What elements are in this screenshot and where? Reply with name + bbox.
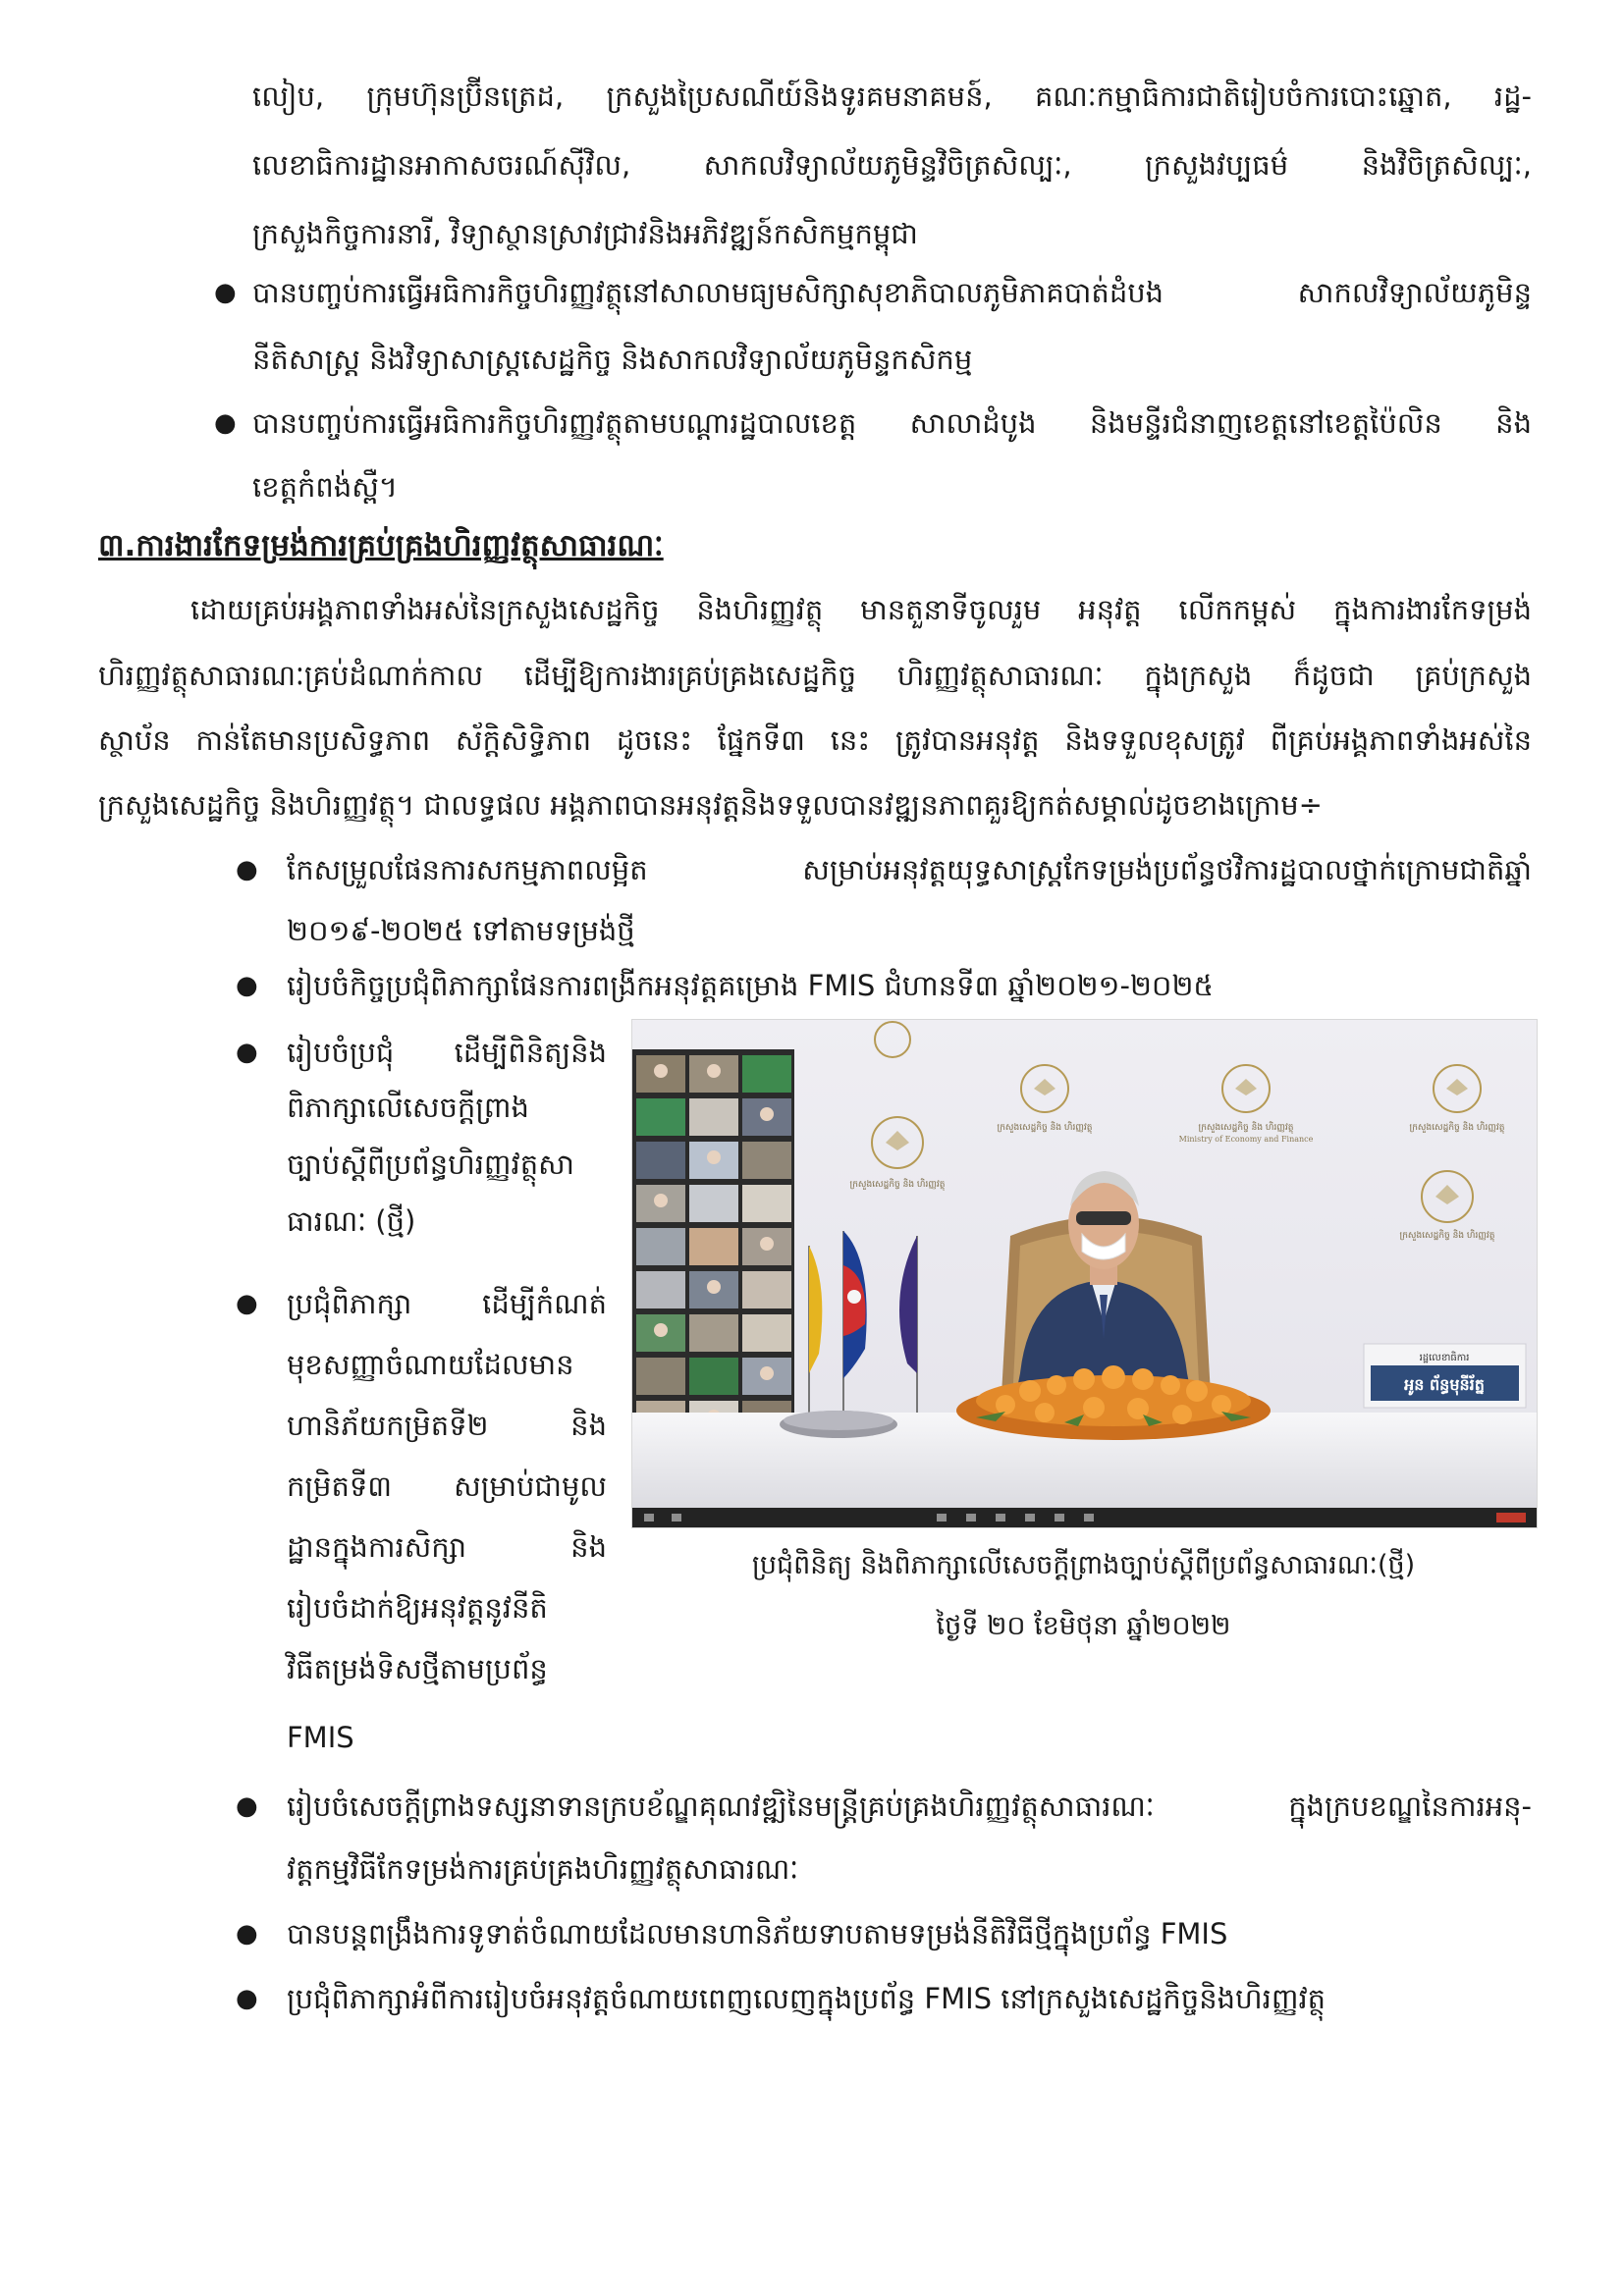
bullet-dot-icon: ●: [214, 408, 237, 438]
photo-caption: ប្រជុំពិនិត្យ និងពិភាក្សាលើសេចក្តីព្រាងច្បាប់ស្តីពីប្រព័ន្ធសាធារណៈ(ថ្មី): [751, 1550, 1416, 1580]
bullet-item-line: រៀបចំសេចក្តីព្រាងទស្សនាទានក្របខ័ណ្ឌគុណវឌ្ឍិនៃមន្ត្រីគ្រប់គ្រងហិរញ្ញវត្ថុសាធារណៈ ក្នុងក្របខណ្ឌនៃការអនុ-: [287, 1789, 1532, 1823]
bullet-item-line: កែសម្រួលផែនការសកម្មភាពលម្អិត សម្រាប់អនុវត្តយុទ្ធសាស្ត្រកែទម្រង់ប្រព័ន្ធថវិការដ្ឋបាលថ្នាក់ក្រោមជាតិឆ្នាំ: [287, 853, 1532, 886]
paragraph-line: លេខាធិការដ្ឋានអាកាសចរណ៍ស៊ីវិល, សាកលវិទ្យាល័យភូមិន្ទវិចិត្រសិល្បៈ, ក្រសួងវប្បធម៌ និងវិចិត្រសិល្បៈ,: [252, 148, 1532, 182]
bullet-item-line: កម្រិតទី៣ សម្រាប់ជាមូល: [287, 1469, 607, 1503]
backdrop-brand: ក្រសួងសេដ្ឋកិច្ច និង ហិរញ្ញវត្ថុ: [997, 1123, 1093, 1133]
bullet-item-line: ខេត្តកំពង់ស្ពឺ។: [252, 470, 398, 504]
backdrop-brand: ក្រសួងសេដ្ឋកិច្ច និង ហិរញ្ញវត្ថុ: [849, 1180, 946, 1190]
bullet-item-line: ច្បាប់ស្តីពីប្រព័ន្ធហិរញ្ញវត្ថុសា: [287, 1148, 574, 1181]
backdrop-brand: ក្រសួងសេដ្ឋកិច្ច និង ហិរញ្ញវត្ថុ: [1198, 1123, 1294, 1133]
backdrop-brand: ក្រសួងសេដ្ឋកិច្ច និង ហិរញ្ញវត្ថុ: [1399, 1231, 1495, 1241]
section-heading: ៣.ការងារកែទម្រង់ការគ្រប់គ្រងហិរញ្ញវត្ថុសាធារណៈ: [98, 528, 664, 563]
bullet-item-line: FMIS: [287, 1721, 354, 1754]
bullet-item-line: វត្តកម្មវិធីកែទម្រង់ការគ្រប់គ្រងហិរញ្ញវត្ថុសាធារណៈ: [287, 1852, 799, 1886]
meeting-photo: [631, 1019, 1538, 1528]
bullet-dot-icon: ●: [236, 855, 258, 884]
paragraph-line: ស្ថាប័ន កាន់តែមានប្រសិទ្ធភាព ស័ក្តិសិទ្ធិភាព ដូចនេះ ផ្នែកទី៣ នេះ ត្រូវបានអនុវត្ត និងទទួលខុសត្រូវ ពីគ្រប់អង្គភាពទាំងអស់នៃ: [98, 723, 1532, 757]
bullet-dot-icon: ●: [236, 971, 258, 1000]
bullet-item-line: វិធីតម្រង់ទិសថ្មីតាមប្រព័ន្ធ: [287, 1652, 548, 1685]
nameplate-name: អូន ព័ន្ធមុនីរ័ត្ន: [1404, 1375, 1485, 1394]
bullet-item-line: ប្រជុំពិភាក្សា ដើម្បីកំណត់: [287, 1287, 607, 1320]
bullet-item-line: បានបញ្ចប់ការធ្វើអធិការកិច្ចហិរញ្ញវត្ថុតាមបណ្តារដ្ឋបាលខេត្ត សាលាដំបូង និងមន្ទីរជំនាញខេត្តនៅខេត្តប៉ៃលិន និង: [252, 406, 1532, 440]
bullet-item-line: បានបញ្ចប់ការធ្វើអធិការកិច្ចហិរញ្ញវត្ថុនៅសាលាមធ្យមសិក្សាសុខាភិបាលភូមិភាគបាត់ដំបង សាកលវិទ្យាល័យភូមិន្ទ: [252, 276, 1532, 309]
bullet-item-line: មុខសញ្ញាចំណាយដែលមាន: [287, 1348, 574, 1381]
bullet-item-line: ធារណៈ (ថ្មី): [287, 1204, 416, 1238]
bullet-dot-icon: ●: [214, 278, 237, 307]
bullet-item-line: រៀបចំប្រជុំ ដើម្បីពិនិត្យនិង: [287, 1036, 607, 1069]
paragraph-line: ក្រសួងកិច្ចការនារី, វិទ្យាស្ថានស្រាវជ្រាវនិងអភិវឌ្ឍន៍កសិកម្មកម្ពុជា: [252, 217, 918, 250]
photo-caption-date: ថ្ងៃទី ២០ ខែមិថុនា ឆ្នាំ២០២២: [936, 1611, 1231, 1641]
paragraph-line: ក្រសួងសេដ្ឋកិច្ច និងហិរញ្ញវត្ថុ។ ជាលទ្ធផល អង្គភាពបានអនុវត្តនិងទទួលបានវឌ្ឍនភាពគួរឱ្យកត់សម្គាល់ដូចខាងក្រោម÷: [98, 788, 1323, 822]
backdrop-brand-en: Ministry of Economy and Finance: [1178, 1135, 1314, 1144]
bullet-dot-icon: ●: [236, 1919, 258, 1949]
bullet-item-line: នីតិសាស្ត្រ និងវិទ្យាសាស្ត្រសេដ្ឋកិច្ច និងសាកលវិទ្យាល័យភូមិន្ទកសិកម្ម: [252, 343, 973, 376]
paragraph-line: ហិរញ្ញវត្ថុសាធារណៈគ្រប់ដំណាក់កាល ដើម្បីឱ្យការងារគ្រប់គ្រងសេដ្ឋកិច្ច ហិរញ្ញវត្ថុសាធារណៈ ក្នុងក្រសួង ក៏ដូចជា គ្រប់ក្រសួង: [98, 659, 1532, 692]
bullet-dot-icon: ●: [236, 1289, 258, 1318]
backdrop-brand: ក្រសួងសេដ្ឋកិច្ច និង ហិរញ្ញវត្ថុ: [1409, 1123, 1505, 1133]
bullet-item-line: ពិភាក្សាលើសេចក្តីព្រាង: [287, 1091, 529, 1124]
bullet-item-line: បានបន្តពង្រឹងការទូទាត់ចំណាយដែលមានហានិភ័យទាបតាមទម្រង់នីតិវិធីថ្មីក្នុងប្រព័ន្ធ FMIS: [287, 1917, 1228, 1950]
nameplate: [1364, 1344, 1526, 1408]
nameplate-title: រដ្ឋលេខាធិការ: [1419, 1353, 1470, 1363]
bullet-dot-icon: ●: [236, 1791, 258, 1821]
bullet-item-line: ប្រជុំពិភាក្សាអំពីការរៀបចំអនុវត្តចំណាយពេញលេញក្នុងប្រព័ន្ធ FMIS នៅក្រសួងសេដ្ឋកិច្ចនិងហិរញ្ញវត្ថុ: [287, 1982, 1326, 2015]
bullet-item-line: ហានិភ័យកម្រិតទី២ និង: [287, 1409, 607, 1442]
paragraph-line: លៀប, ក្រុមហ៊ុនប្រ៊ីនត្រេដ, ក្រសួងប្រៃសណីយ៍និងទូរគមនាគមន៍, គណៈកម្មាធិការជាតិរៀបចំការបោះឆ្នោត, រដ្ឋ-: [252, 80, 1532, 113]
bullet-dot-icon: ●: [236, 1984, 258, 2013]
bullet-item-line: រៀបចំកិច្ចប្រជុំពិភាក្សាផែនការពង្រីកអនុវត្តគម្រោង FMIS ជំហានទី៣ ឆ្នាំ២០២១-២០២៥: [287, 969, 1214, 1002]
bullet-item-line: រៀបចំដាក់ឱ្យអនុវត្តនូវនីតិ: [287, 1591, 548, 1625]
bullet-dot-icon: ●: [236, 1038, 258, 1067]
bullet-item-line: ដ្ឋានក្នុងការសិក្សា និង: [287, 1530, 607, 1564]
paragraph-line: ដោយគ្រប់អង្គភាពទាំងអស់នៃក្រសួងសេដ្ឋកិច្ច និងហិរញ្ញវត្ថុ មានតួនាទីចូលរួម អនុវត្ត លើកកម្ពស់ ក្នុងការងារកែទម្រង់: [190, 593, 1532, 626]
bullet-item-line: ២០១៩-២០២៥ ទៅតាមទម្រង់ថ្មី: [287, 914, 635, 947]
